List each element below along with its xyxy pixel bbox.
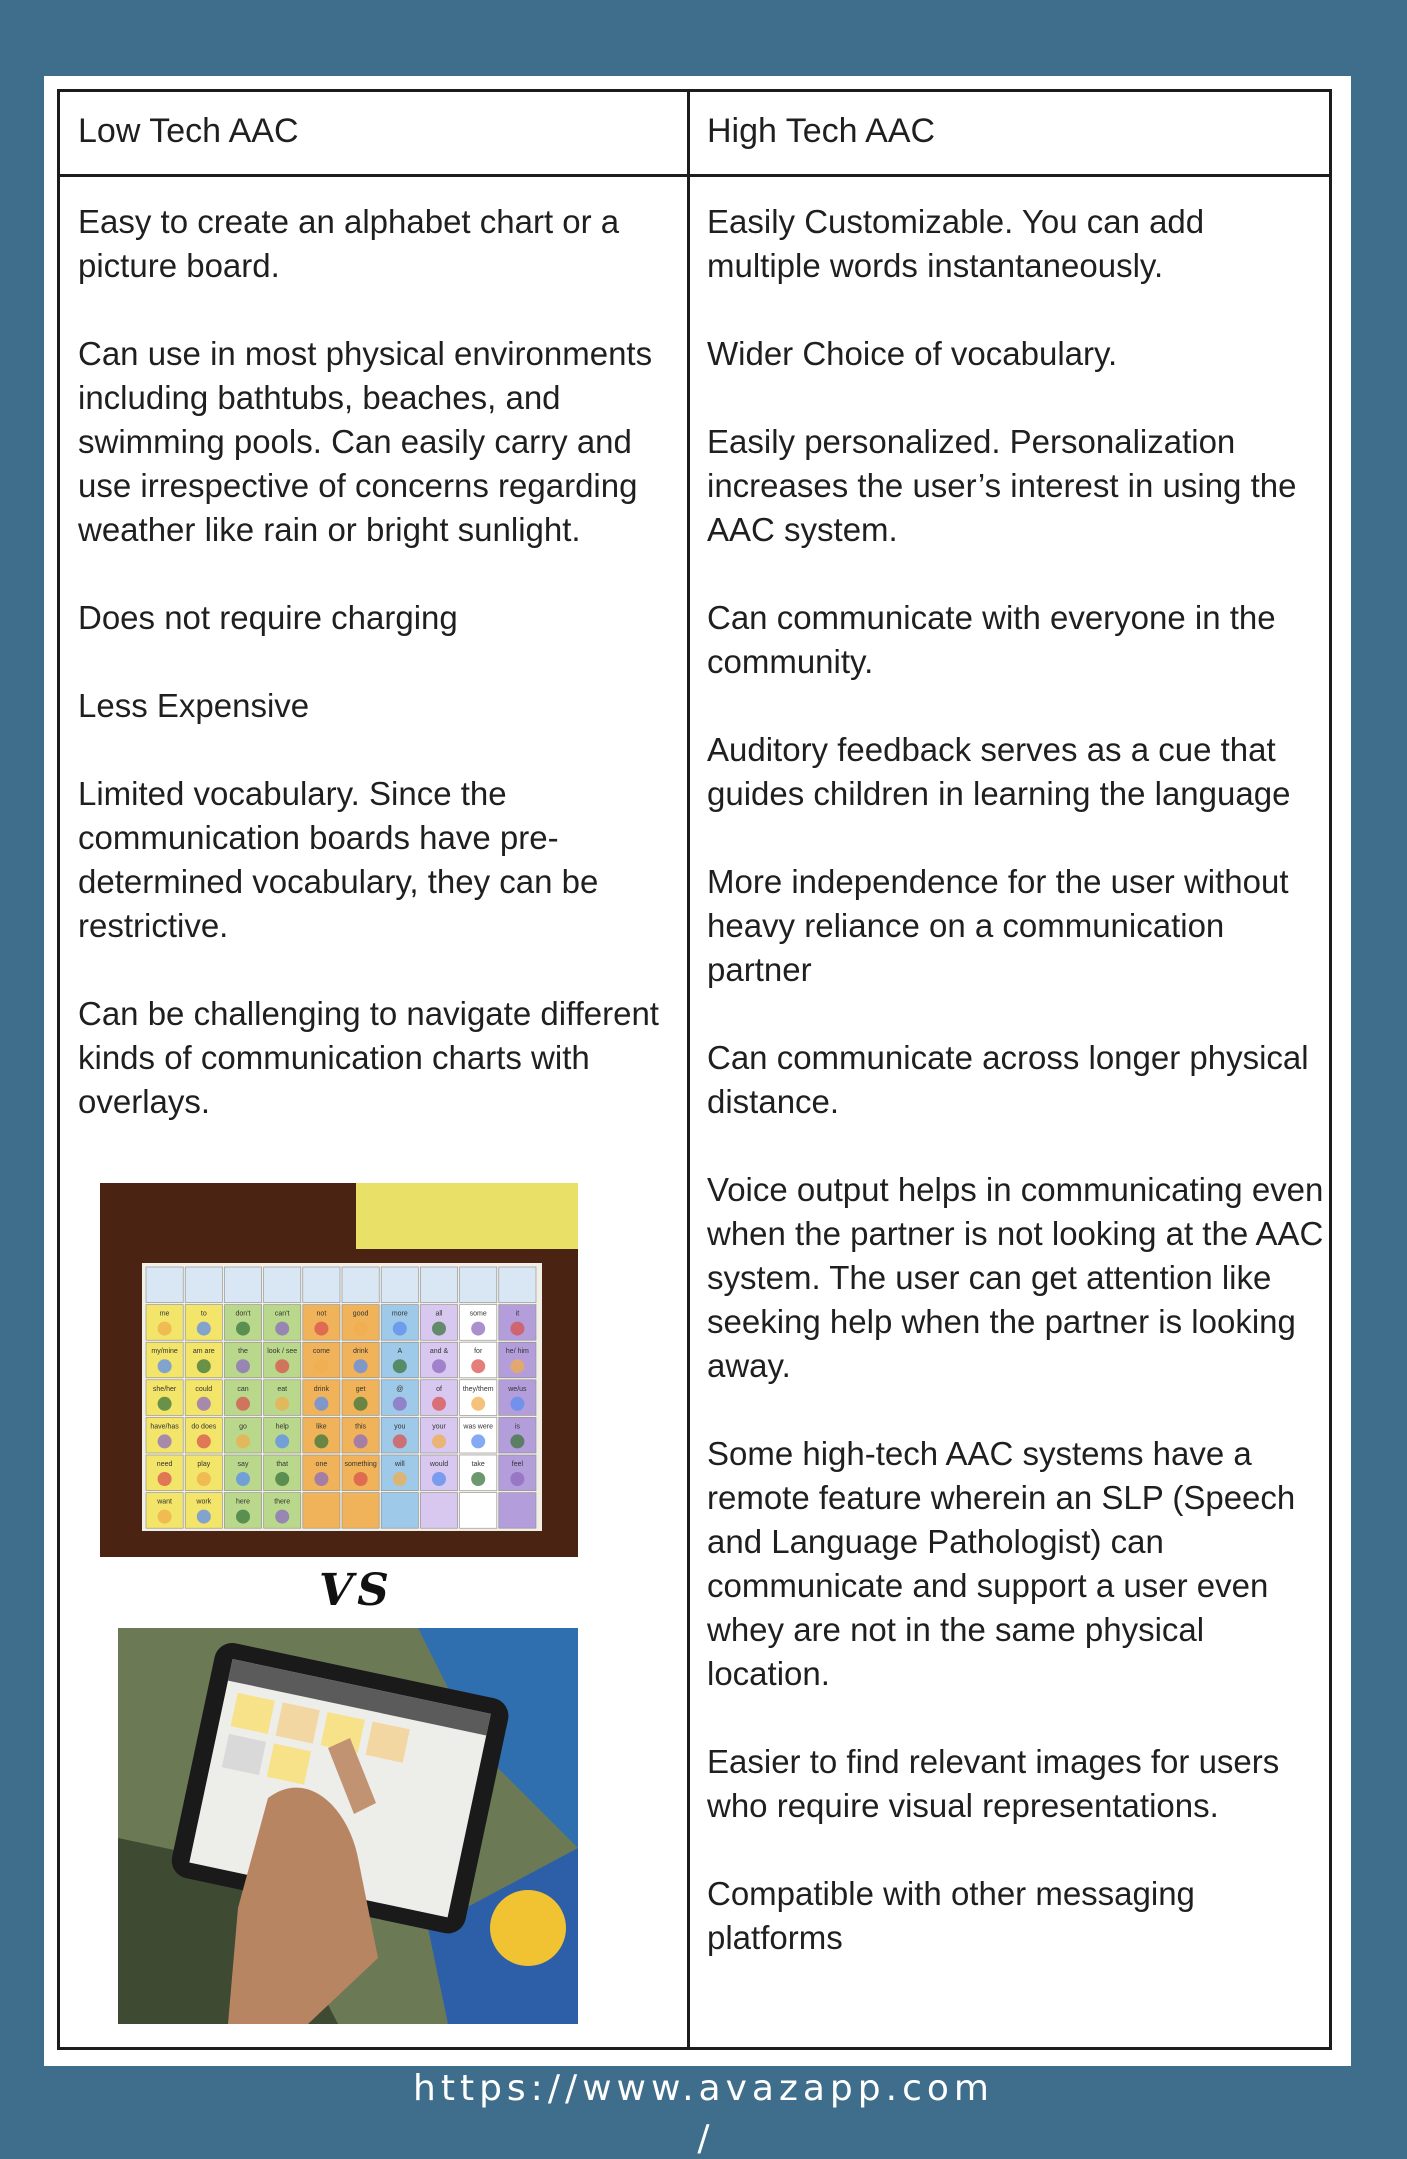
board-cell-symbol	[275, 1359, 289, 1373]
header-divider	[60, 174, 1329, 177]
board-cell-word: could	[195, 1385, 213, 1393]
board-cell-symbol	[275, 1434, 289, 1448]
board-cell-word: here	[235, 1498, 251, 1506]
board-cell-symbol	[510, 1434, 524, 1448]
low-tech-header: Low Tech AAC	[78, 112, 299, 150]
low-tech-item: Limited vocabulary. Since the communication boards have pre-determined vocabulary, they can be restrictive.	[78, 775, 599, 944]
board-cell-word: am are	[192, 1348, 215, 1356]
board-cell-symbol	[236, 1472, 250, 1486]
low-tech-item: Can be challenging to navigate different kinds of communication charts with overlays.	[78, 995, 659, 1120]
board-cell-word: your	[432, 1423, 446, 1431]
communication-board-photo	[100, 1183, 578, 1557]
board-cell	[342, 1493, 379, 1529]
board-cell-word: we/us	[508, 1385, 527, 1393]
board-cell-word: he/ him	[505, 1348, 529, 1356]
board-cell-symbol	[510, 1322, 524, 1336]
high-tech-item: Easier to find relevant images for users who require visual representations.	[707, 1743, 1280, 1824]
board-cell-symbol	[471, 1397, 485, 1411]
board-cell	[224, 1267, 261, 1303]
board-cell-symbol	[275, 1510, 289, 1524]
low-tech-column	[78, 200, 678, 1168]
board-cell-symbol	[197, 1472, 211, 1486]
board-cell-word: she/her	[152, 1385, 177, 1393]
second-board-corner	[356, 1183, 578, 1249]
high-tech-item: Can communicate with everyone in the community.	[707, 599, 1276, 680]
versus-label: VS	[319, 1565, 393, 1616]
high-tech-item: Auditory feedback serves as a cue that guides children in learning the language	[707, 731, 1291, 812]
board-cell-symbol	[432, 1472, 446, 1486]
board-cell-word: me	[159, 1310, 170, 1318]
board-cell-symbol	[275, 1322, 289, 1336]
board-cell	[342, 1267, 379, 1303]
board-cell-word: is	[514, 1423, 520, 1431]
board-cell-symbol	[314, 1434, 328, 1448]
board-cell-word: feel	[511, 1461, 524, 1468]
board-cell-symbol	[432, 1359, 446, 1373]
board-cell-symbol	[197, 1434, 211, 1448]
board-cell-symbol	[236, 1434, 250, 1448]
board-cell-symbol	[236, 1359, 250, 1373]
board-cell-word: have/has	[150, 1423, 179, 1431]
board-cell-symbol	[354, 1397, 368, 1411]
website-url[interactable]: https://www.avazapp.com	[413, 2068, 994, 2109]
board-cell-symbol	[197, 1510, 211, 1524]
board-cell-symbol	[471, 1434, 485, 1448]
board-cell-symbol	[158, 1510, 172, 1524]
board-cell-symbol	[471, 1322, 485, 1336]
low-tech-item: Can use in most physical environments including bathtubs, beaches, and swimming pools. Can easily carry and use irrespective of concerns regarding weather like rain or bright sunlight.	[78, 335, 653, 548]
board-cell-symbol	[236, 1510, 250, 1524]
board-cell-word: was were	[463, 1423, 493, 1431]
board-cell-word: that	[276, 1461, 289, 1468]
high-tech-column	[707, 200, 1325, 2004]
board-cell-symbol	[354, 1472, 368, 1486]
board-cell	[146, 1267, 183, 1303]
board-cell-symbol	[510, 1472, 524, 1486]
board-cell-word: look / see	[267, 1348, 298, 1356]
board-cell-word: something	[344, 1461, 377, 1468]
board-cell-symbol	[158, 1472, 172, 1486]
board-cell	[303, 1493, 340, 1529]
high-tech-header: High Tech AAC	[707, 112, 936, 150]
board-cell-word: do does	[191, 1423, 217, 1431]
board-cell-word: more	[391, 1310, 408, 1318]
board-cell-symbol	[432, 1322, 446, 1336]
board-cell-word: good	[352, 1310, 369, 1318]
board-cell-word: @	[396, 1385, 404, 1393]
board-cell-word: drink	[353, 1348, 369, 1356]
board-cell-word: my/mine	[151, 1348, 178, 1356]
board-cell-word: drink	[313, 1385, 329, 1393]
tablet-photo	[118, 1628, 578, 2024]
high-tech-item: Some high-tech AAC systems have a remote feature wherein an SLP (Speech and Language Pathologist) can communicate and support a user even whey are not in the same physical location.	[707, 1435, 1296, 1692]
board-cell-word: will	[394, 1461, 405, 1468]
board-cell-symbol	[197, 1397, 211, 1411]
board-cell	[381, 1493, 418, 1529]
board-cell	[303, 1267, 340, 1303]
board-cell	[185, 1267, 222, 1303]
board-cell-word: eat	[277, 1385, 288, 1393]
board-cell-symbol	[158, 1434, 172, 1448]
board-cell-word: there	[274, 1498, 291, 1506]
tablet-illustration	[118, 1628, 578, 2024]
board-cell-word: come	[312, 1348, 330, 1356]
board-cell-word: get	[355, 1385, 366, 1393]
low-tech-item: Easy to create an alphabet chart or a picture board.	[78, 203, 620, 284]
board-cell-symbol	[236, 1397, 250, 1411]
board-cell-word: can	[237, 1385, 249, 1393]
board-cell-word: go	[239, 1423, 247, 1431]
board-cell-symbol	[510, 1397, 524, 1411]
board-cell	[420, 1493, 457, 1529]
board-cell-symbol	[354, 1322, 368, 1336]
board-cell-word: play	[197, 1461, 211, 1468]
board-cell-symbol	[158, 1322, 172, 1336]
high-tech-item: Voice output helps in communicating even when the partner is not looking at the AAC system. The user can get attention like seeking help when the partner is looking away.	[707, 1171, 1324, 1384]
board-cell-symbol	[393, 1434, 407, 1448]
high-tech-item: Can communicate across longer physical distance.	[707, 1039, 1309, 1120]
board-cell-word: help	[275, 1423, 289, 1431]
board-cell-symbol	[314, 1322, 328, 1336]
board-cell-word: A	[397, 1348, 403, 1356]
board-cell-symbol	[471, 1359, 485, 1373]
board-cell-word: all	[435, 1310, 443, 1318]
board-cell-symbol	[432, 1397, 446, 1411]
board-cell	[264, 1267, 301, 1303]
board-cell-word: of	[436, 1385, 442, 1393]
board-cell-symbol	[236, 1322, 250, 1336]
board-cell	[499, 1267, 536, 1303]
board-cell-word: can't	[274, 1310, 290, 1318]
low-tech-item: Does not require charging	[78, 599, 458, 636]
board-cell-symbol	[158, 1397, 172, 1411]
board-cell-word: some	[469, 1310, 487, 1318]
board-cell-word: say	[237, 1461, 249, 1468]
board-cell-symbol	[314, 1472, 328, 1486]
board-cell-word: work	[196, 1498, 212, 1506]
board-cell-symbol	[393, 1359, 407, 1373]
column-divider	[687, 92, 690, 2047]
board-cell	[460, 1267, 497, 1303]
board-cell-symbol	[471, 1472, 485, 1486]
board-cell-symbol	[432, 1434, 446, 1448]
board-cell-word: like	[316, 1423, 327, 1431]
website-url-slash: /	[697, 2118, 710, 2159]
board-cell-symbol	[314, 1397, 328, 1411]
board-cell-symbol	[197, 1359, 211, 1373]
board-cell-word: they/them	[462, 1385, 494, 1393]
poster-sun	[490, 1890, 566, 1966]
board-cell-word: not	[316, 1310, 327, 1318]
board-cell-word: this	[355, 1423, 367, 1431]
board-cell-word: one	[315, 1461, 328, 1468]
board-cell-word: and &	[429, 1348, 449, 1356]
board-cell-word: for	[474, 1348, 483, 1356]
board-cell-word: to	[200, 1310, 207, 1318]
board-cell	[381, 1267, 418, 1303]
board-cell-word: want	[157, 1498, 172, 1506]
high-tech-item: Compatible with other messaging platforms	[707, 1875, 1195, 1956]
board-cell-symbol	[393, 1397, 407, 1411]
board-cell-word: the	[238, 1348, 248, 1356]
board-cell-word: it	[515, 1310, 520, 1318]
board-cell-word: need	[156, 1461, 173, 1468]
board-cell-word: don't	[235, 1310, 251, 1318]
board-cell-symbol	[393, 1472, 407, 1486]
board-cell-symbol	[275, 1472, 289, 1486]
board-cell	[420, 1267, 457, 1303]
board-cell-symbol	[197, 1322, 211, 1336]
board-cell-symbol	[158, 1359, 172, 1373]
high-tech-item: Easily Customizable. You can add multiple words instantaneously.	[707, 203, 1205, 284]
high-tech-item: Wider Choice of vocabulary.	[707, 335, 1118, 372]
high-tech-item: Easily personalized. Personalization increases the user’s interest in using the AAC system.	[707, 423, 1297, 548]
board-cell-word: would	[429, 1461, 449, 1468]
board-cell-symbol	[354, 1359, 368, 1373]
board-cell-symbol	[275, 1397, 289, 1411]
board-cell-symbol	[393, 1322, 407, 1336]
board-cell	[460, 1493, 497, 1529]
low-tech-item: Less Expensive	[78, 687, 310, 724]
board-cell	[499, 1493, 536, 1529]
high-tech-item: More independence for the user without heavy reliance on a communication partner	[707, 863, 1289, 988]
communication-board-illustration	[100, 1183, 578, 1557]
board-cell-symbol	[354, 1434, 368, 1448]
board-cell-symbol	[314, 1359, 328, 1373]
board-cell-word: take	[471, 1461, 485, 1468]
board-cell-symbol	[510, 1359, 524, 1373]
board-cell-word: you	[394, 1423, 406, 1431]
